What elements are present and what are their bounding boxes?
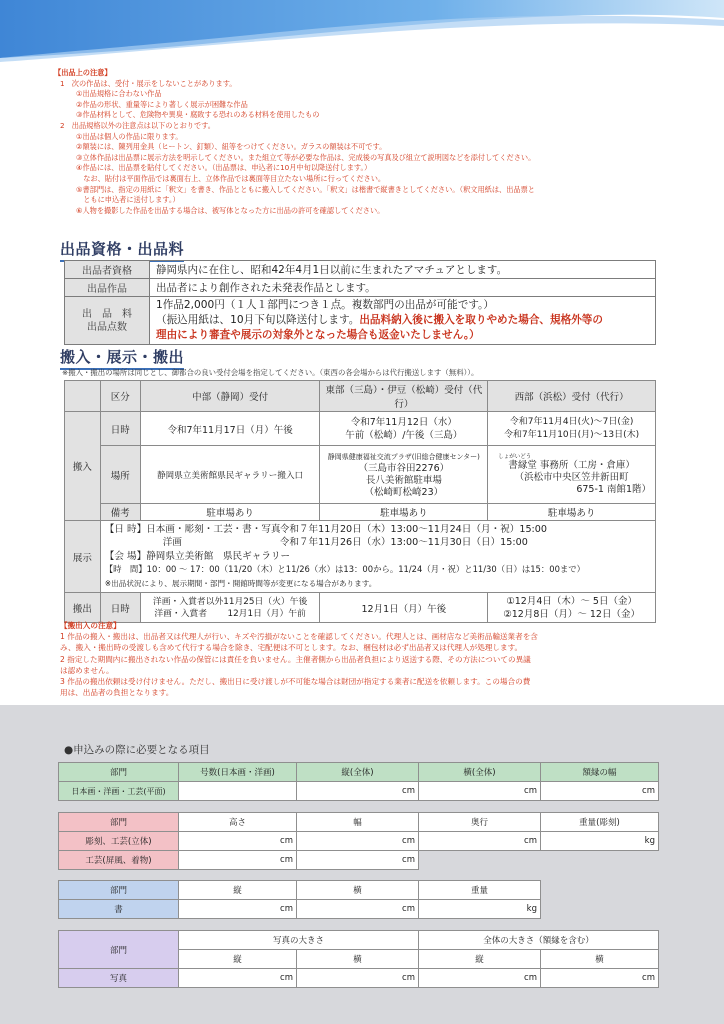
sub-header: 横 — [297, 950, 419, 969]
label-date: 日時 — [100, 412, 140, 446]
note-line: 1 次の作品は、受付・展示をしないことがあります。 — [60, 78, 237, 88]
row-label: 書 — [59, 900, 179, 919]
fee-label-line: 出 品 料 — [82, 308, 132, 320]
header-wave-decoration — [0, 0, 724, 64]
input-cell[interactable] — [179, 832, 297, 851]
input-cell[interactable] — [297, 851, 419, 870]
group-header: 写真の大きさ — [179, 931, 419, 950]
east-place-line: 長八美術館駐車場 — [365, 474, 442, 486]
fee-line — [156, 313, 649, 328]
east-pickup: 12月1日（月）午後 — [320, 593, 488, 623]
row-header-hannyu: 搬入 — [65, 412, 101, 521]
note-line: 3 作品の搬出依頼は受け付けません。ただし、搬出日に受け渡しが不可能な場合は財団が指定する業者に配送を依頼します。この場合の費 — [60, 677, 531, 687]
unit-label: cm — [280, 855, 293, 865]
fee-label-line: 出品点数 — [87, 321, 127, 333]
row-header-tenji: 展示 — [65, 521, 101, 593]
table-row — [65, 381, 656, 412]
input-cell[interactable] — [297, 782, 419, 801]
input-cell[interactable] — [541, 782, 659, 801]
table-row — [59, 931, 659, 950]
fee-warning-text: 理由により審査や展示の対象外となった場合も返金いたしません。） — [156, 329, 480, 341]
central-pickup-line: 洋画・入賞者以外11月25日（火）午後 — [152, 596, 308, 607]
unit-label: cm — [402, 973, 415, 983]
input-cell[interactable] — [179, 969, 297, 988]
note-line: ⑥人物を撮影した作品を出品する場合は、被写体となった方に出品の許可を確認してください。 — [76, 205, 385, 215]
row-value: 静岡県内に在住し、昭和42年4月1日以前に生まれたアマチュアとします。 — [150, 261, 656, 279]
exhibition-venue: 【会 場】静岡県立美術館 県民ギャラリー — [104, 550, 291, 562]
west-pickup-line: ①12月4日（木）〜 5日（金） — [506, 595, 637, 607]
form-table-flat — [58, 762, 659, 801]
unit-label: cm — [524, 836, 537, 846]
unit-label: cm — [280, 836, 293, 846]
row-label: 彫刻、工芸(立体) — [59, 832, 179, 851]
exhibition-date-value: 令和７年11月26日（水）13:00〜11月30日（日）15:00 — [279, 537, 528, 549]
input-cell[interactable] — [179, 851, 297, 870]
row-label: 工芸(屏風、着物) — [59, 851, 179, 870]
table-row — [65, 279, 656, 297]
input-cell[interactable] — [419, 900, 541, 919]
west-date — [488, 412, 656, 446]
input-cell[interactable] — [297, 969, 419, 988]
exhibit-notes-title: 【出品上の注意】 — [54, 68, 112, 77]
west-date-line: 令和7年11月10日(月)〜13日(木) — [504, 429, 640, 440]
table-row — [59, 851, 659, 870]
unit-label: cm — [524, 786, 537, 796]
unit-label: cm — [642, 786, 655, 796]
section-title-delivery — [60, 346, 184, 367]
note-line: ①出品は個人の作品に限ります。 — [76, 131, 183, 141]
delivery-subnote: ※搬入・搬出の場所は同じとし、御都合の良い受付会場を指定してください。（東西の各会場からは代行搬送します（無料））。 — [62, 368, 479, 377]
input-cell[interactable] — [297, 900, 419, 919]
row-label: 出品作品 — [65, 279, 150, 297]
delivery-notes — [60, 620, 670, 698]
note-line: ①出品規格に合わない作品 — [76, 89, 162, 99]
section-title-text: 搬入・展示・搬出 — [60, 348, 185, 366]
unit-label: cm — [402, 855, 415, 865]
col-header: 部門 — [59, 881, 179, 900]
east-parking: 駐車場あり — [320, 504, 488, 521]
table-row — [59, 763, 659, 782]
col-header-west: 西部（浜松）受付（代行） — [488, 381, 656, 412]
col-header: 額縁の幅 — [541, 763, 659, 782]
exhibition-date-label: 洋画 — [162, 537, 182, 549]
east-date — [320, 412, 488, 446]
central-parking: 駐車場あり — [140, 504, 320, 521]
sub-header: 横 — [541, 950, 659, 969]
table-row — [59, 813, 659, 832]
note-line: なお、貼付は平面作品では裏面右上、立体作品では裏面等目立たない場所に行ってください。 — [76, 173, 386, 183]
exhibition-date-values — [280, 523, 547, 550]
col-header: 重量(彫刻) — [541, 813, 659, 832]
table-row — [59, 900, 541, 919]
unit-label: cm — [402, 904, 415, 914]
fee-plain-text: （振込用紙は、10月下旬以降送付します。 — [156, 314, 360, 326]
note-line: ④作品には、出品票を貼付してください。（出品票は、申込者に10月中旬以降送付します。） — [76, 163, 372, 173]
note-line: 用は、出品者の負担となります。 — [60, 688, 174, 698]
exhibition-time: 【時 間】10：00 〜 17：00（11/20（木）と11/26（水）は13：00から。11/24（月・祝）と11/30（日）は15：00まで） — [104, 564, 586, 575]
table-row — [65, 521, 656, 593]
unit-label: cm — [642, 973, 655, 983]
table-row — [65, 412, 656, 446]
fee-label — [65, 297, 150, 345]
col-header-central: 中部（静岡）受付 — [140, 381, 320, 412]
central-date: 令和7年11月17日（月）午後 — [140, 412, 320, 446]
east-place-line: （三島市谷田2276） — [358, 462, 450, 474]
col-header-kubun: 区分 — [100, 381, 140, 412]
note-line: ともに申込者に送付します。） — [76, 195, 180, 205]
col-header-east: 東部（三島）・伊豆（松崎）受付（代行） — [320, 381, 488, 412]
table-row — [59, 782, 659, 801]
note-line: み、搬入・搬出時の受渡しも含めて代行する場合を除き、宅配便は不可とします。なお、梱包材は必ず出品者又は代理人が処理します。 — [60, 643, 523, 653]
unit-label: cm — [402, 786, 415, 796]
central-pickup-line: 洋画・入賞者 12月1日（月）午前 — [154, 608, 306, 619]
row-header-hanshutsu: 搬出 — [65, 593, 101, 623]
table-row — [65, 261, 656, 279]
central-place: 静岡県立美術館県民ギャラリー搬入口 — [140, 446, 320, 504]
col-header: 高さ — [179, 813, 297, 832]
input-cell[interactable] — [297, 832, 419, 851]
form-table-photo — [58, 930, 659, 988]
fee-value — [150, 297, 656, 345]
table-row — [65, 593, 656, 623]
input-cell[interactable] — [419, 832, 541, 851]
sub-header: 縦 — [419, 950, 541, 969]
east-place-line: 静岡県健康福祉交流プラザ(旧総合健康センター) — [327, 452, 480, 461]
west-pickup-line: ②12月8日（月）〜 12日（金） — [503, 608, 640, 620]
row-label: 日本画・洋画・工芸(平面) — [59, 782, 179, 801]
delivery-notes-title: 【搬出入の注意】 — [60, 621, 121, 630]
west-pickup — [488, 593, 656, 623]
col-header: 奥行 — [419, 813, 541, 832]
exhibition-date-value: 令和７年11月20日（木）13:00〜11月24日（月・祝）15:00 — [279, 523, 548, 535]
label-place: 場所 — [100, 446, 140, 504]
delivery-table — [64, 380, 656, 623]
col-header: 縦(全体) — [297, 763, 419, 782]
input-cell[interactable] — [419, 782, 541, 801]
row-label: 写真 — [59, 969, 179, 988]
table-row — [59, 881, 541, 900]
input-cell[interactable] — [179, 900, 297, 919]
east-place — [320, 446, 488, 504]
note-line: 2 指定した期間内に搬出されない作品の保管には責任を負いません。主催者側から出品者負担により返送する際、その方法についての異議 — [60, 654, 531, 664]
group-header: 全体の大きさ（額縁を含む） — [419, 931, 659, 950]
exhibition-date-labels — [105, 523, 280, 550]
row-label: 出品者資格 — [65, 261, 150, 279]
col-header: 幅 — [297, 813, 419, 832]
col-header: 部門 — [59, 763, 179, 782]
note-line: ③作品材料として、危険物や異臭・腐敗する恐れのある材料を使用したもの — [76, 110, 320, 120]
empty-cell — [541, 851, 659, 870]
note-line: ②額装には、陳列用金具（ヒートン、釘類）、紐等をつけてください。ガラスの額装は不可です。 — [76, 142, 387, 152]
empty-cell — [65, 381, 101, 412]
empty-cell — [419, 851, 541, 870]
form-section-title: ●申込みの際に必要となる項目 — [64, 744, 210, 756]
note-line: ②作品の形状、重量等により著しく展示が困難な作品 — [76, 99, 248, 109]
col-header: 部門 — [59, 931, 179, 969]
fee-line: 1作品2,000円（１人１部門につき１点。複数部門の出品が可能です。） — [156, 299, 494, 311]
form-table-3d — [58, 812, 659, 870]
col-header: 縦 — [179, 881, 297, 900]
west-place-line: （浜松市中央区笠井新田町 — [514, 471, 629, 483]
col-header: 部門 — [59, 813, 179, 832]
unit-label: kg — [644, 836, 655, 846]
note-line: は認めません。 — [60, 665, 114, 675]
east-date-line: 令和7年11月12日（水） — [350, 416, 457, 428]
note-line: ⑤書部門は、指定の用紙に「釈文」を書き、作品とともに搬入してください。「釈文」は楷書で縦書きとしてください。（釈文用紙は、出品票と — [76, 184, 535, 194]
col-header: 横 — [297, 881, 419, 900]
input-cell[interactable] — [179, 782, 297, 801]
table-row — [65, 446, 656, 504]
qualification-table — [64, 260, 656, 345]
west-place-ruby: しょがいどう — [498, 453, 532, 460]
label-note: 備考 — [100, 504, 140, 521]
input-cell[interactable] — [419, 969, 541, 988]
table-row — [59, 969, 659, 988]
col-header: 号数(日本画・洋画) — [179, 763, 297, 782]
exhibition-date-label: 【日 時】日本画・彫刻・工芸・書・写真 — [104, 523, 281, 535]
col-header: 重量 — [419, 881, 541, 900]
form-table-calligraphy — [58, 880, 541, 919]
exhibit-notes — [54, 68, 674, 216]
west-parking: 駐車場あり — [488, 504, 656, 521]
exhibition-date — [105, 523, 651, 550]
note-line: ③立体作品は出品票に展示方法を明示してください。また組立て等が必要な作品は、完成後の写真及び組立て説明図などを添付してください。 — [76, 152, 536, 162]
west-date-line: 令和7年11月4日(火)〜7日(金) — [509, 416, 634, 427]
exhibition-note: ※出品状況により、展示期間・部門・開館時間等が変更になる場合があります。 — [104, 578, 377, 588]
exhibition-info — [100, 521, 655, 593]
section-title-qualification — [60, 238, 184, 259]
unit-label: kg — [526, 904, 537, 914]
unit-label: cm — [280, 973, 293, 983]
note-line: 1 作品の搬入・搬出は、出品者又は代理人が行い、キズや汚損がないことを確認してください。代理人とは、画材店など美術品輸送業者を含 — [60, 632, 538, 642]
west-place-line: 675-1 南館1階） — [576, 483, 651, 495]
east-place-line: （松崎町松崎23） — [364, 486, 444, 498]
label-date: 日時 — [100, 593, 140, 623]
table-row — [65, 504, 656, 521]
col-header: 横(全体) — [419, 763, 541, 782]
section-title-text: 出品資格・出品料 — [60, 240, 185, 258]
table-row — [65, 297, 656, 345]
note-line: 2 出品規格以外の注意点は以下のとおりです。 — [60, 120, 215, 130]
input-cell[interactable] — [541, 969, 659, 988]
unit-label: cm — [402, 836, 415, 846]
unit-label: cm — [524, 973, 537, 983]
fee-warning-text: 出品料納入後に搬入を取りやめた場合、規格外等の — [359, 314, 603, 326]
west-place — [488, 446, 656, 504]
east-date-line: 午前（松崎）/午後（三島） — [345, 429, 463, 441]
table-row — [59, 832, 659, 851]
input-cell[interactable] — [541, 832, 659, 851]
central-pickup — [140, 593, 320, 623]
sub-header: 縦 — [179, 950, 297, 969]
west-place-line: 書縁堂 事務所（工房・倉庫） — [508, 459, 635, 471]
unit-label: cm — [280, 904, 293, 914]
row-value: 出品者により創作された未発表作品とします。 — [150, 279, 656, 297]
